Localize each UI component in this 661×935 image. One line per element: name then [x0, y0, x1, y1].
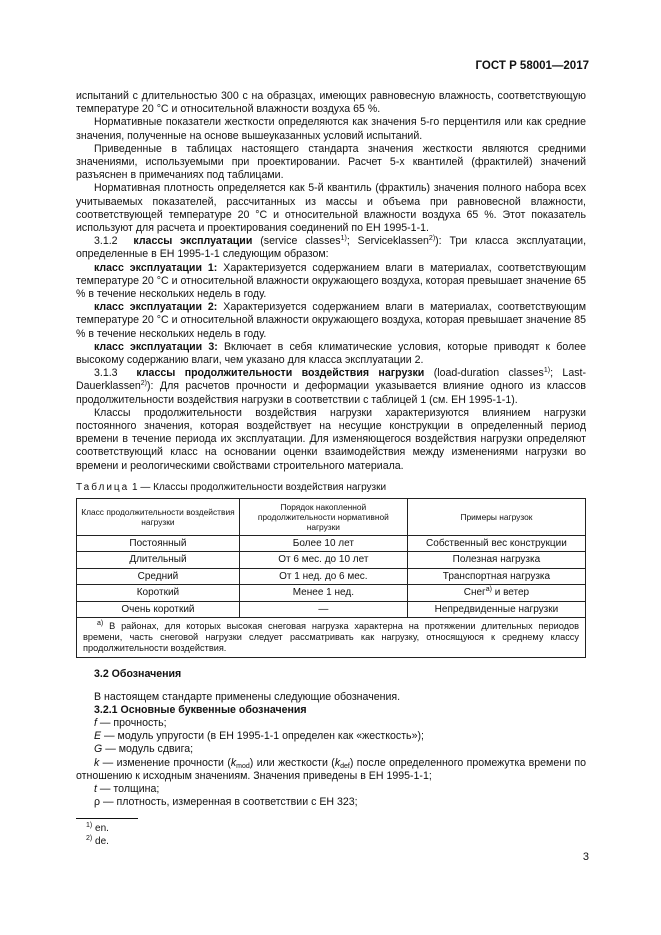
footnote-ref: 1)	[340, 235, 347, 243]
table-cell: Менее 1 нед.	[239, 585, 407, 602]
table-cell: Длительный	[77, 552, 240, 569]
standard-header: ГОСТ Р 58001—2017	[475, 60, 589, 72]
table-caption-label: Таблица	[76, 481, 130, 493]
symbol: t	[94, 783, 97, 796]
symbol-text: — плотность, измеренная в соответствии с ЕН 323;	[100, 796, 358, 809]
clause-text: ; Last-Dauerklassen	[76, 367, 586, 393]
symbol-G	[76, 743, 586, 756]
footnote-mark: 1)	[86, 822, 93, 829]
table-cell: Транспортная нагрузка	[407, 568, 585, 585]
symbol: G	[94, 743, 103, 756]
symbol-f	[76, 717, 586, 730]
clause-text: ): Для расчетов прочности и деформации указывается влияние одного из классов продолжительности воздействия нагрузки в соответствии с таблицей 1 (см. ЕН 1995-1-1).	[76, 380, 586, 406]
table-cell: Непредвиденные нагрузки	[407, 601, 585, 618]
header-examples: Примеры нагрузок	[407, 498, 585, 535]
symbol-rho	[76, 796, 586, 809]
table-cell: Короткий	[77, 585, 240, 602]
table-row	[77, 585, 586, 602]
paragraph-continued: испытаний с длительностью 300 с на образцах, имеющих равновесную влажность, соответствующую температуре 20 °C и относительной влажности воздуха 65 %.	[76, 90, 586, 116]
table-caption-text: 1 — Классы продолжительности воздействия нагрузки	[129, 481, 387, 493]
symbol-text: — модуль упругости (в ЕН 1995-1-1 определен как «жесткость»);	[101, 730, 424, 743]
clause-term: классы продолжительности воздействия нагрузки	[136, 367, 425, 380]
table-cell: Очень короткий	[77, 601, 240, 618]
footnote-2	[86, 836, 109, 848]
footnote-ref: 2)	[140, 380, 148, 388]
snow-text-rest: и ветер	[491, 587, 530, 599]
footnote-ref: 2)	[428, 235, 436, 243]
symbol: k	[334, 756, 341, 769]
page-body	[76, 90, 586, 809]
section-title: 3.2 Обозначения	[94, 668, 182, 681]
subsection-title: 3.2.1 Основные буквенные обозначения	[94, 703, 307, 716]
symbol-text: — модуль сдвига;	[102, 743, 194, 756]
load-duration-table	[76, 498, 586, 659]
footnote-divider	[76, 818, 138, 819]
note-mark: а)	[97, 620, 104, 628]
clause-text: (load-duration classes	[424, 367, 544, 380]
header-class: Класс продолжительности воздействия нагрузки	[77, 498, 240, 535]
subscript: mod	[236, 762, 250, 770]
clause-number: 3.1.2	[94, 235, 118, 248]
footnote-text: en.	[92, 823, 109, 834]
footnote-text: de.	[92, 836, 109, 847]
snow-text: Снег	[463, 587, 486, 599]
table-note	[77, 618, 586, 658]
subscript: def	[340, 762, 350, 770]
service-class-text: Характеризуется содержанием влаги в материалах, соответствующим температуре 20 °C и относительной влажности окружающего воздуха, которая превышает значение 85 % в течение нескольких недель в году.	[76, 301, 586, 340]
table-cell: Средний	[77, 568, 240, 585]
clause-text: ; Serviceklassen	[346, 235, 429, 248]
paragraph-density: Нормативная плотность определяется как 5-й квантиль (фрактиль) значения полного набора всех учитываемых показателей, рассчитанных из массы и объема при равновесной влажности, соответствующей температуре 20 °C и относительной влажности воздуха 65 %. Этот показатель используют для расчета и проектирования соединений по ЕН 1995-1-1.	[76, 182, 586, 235]
symbol-text: ) после определенного промежутка времени по отношению к исходным значениям. Значения приведены в ЕН 1995-1-1;	[76, 756, 586, 782]
symbol-k	[76, 757, 586, 783]
table-cell: От 1 нед. до 6 мес.	[239, 568, 407, 585]
table-note-row	[77, 618, 586, 658]
symbol-text: — изменение прочности (	[99, 756, 231, 769]
table-cell: Полезная нагрузка	[407, 552, 585, 569]
symbol-E	[76, 730, 586, 743]
symbol: k	[94, 756, 100, 769]
footnote-mark: 2)	[86, 835, 93, 842]
paragraph-load-duration: Классы продолжительности воздействия нагрузки характеризуются влиянием нагрузки постоянного значения, которая воздействует на несущие конструкции в определенный период времени в течение периода их эксплуатации. Для изменяющегося воздействия нагрузки определяют соответствующий класс на основании оценки взаимодействия между изменениями нагрузки во времени и реологическими свойствами строительного материала.	[76, 406, 586, 472]
service-class-label: класс эксплуатации 1:	[94, 261, 218, 274]
table-row	[77, 552, 586, 569]
clause-3-1-3	[76, 367, 586, 407]
footnote-ref: 1)	[543, 367, 551, 375]
table-cell: —	[239, 601, 407, 618]
service-class-text: Характеризуется содержанием влаги в материалах, соответствующим температуре 20 °C и относительной влажности окружающего воздуха, которая превышает значение 65 % в течение нескольких недель в году.	[76, 261, 586, 301]
table-row	[77, 568, 586, 585]
table-cell: Более 10 лет	[239, 535, 407, 552]
service-class-label: класс эксплуатации 3:	[94, 340, 218, 353]
service-class-label: класс эксплуатации 2:	[94, 301, 218, 314]
service-class-1	[76, 262, 586, 302]
symbol: ρ	[94, 796, 101, 809]
table-cell: Собственный вес конструкции	[407, 535, 585, 552]
service-class-3	[76, 341, 586, 367]
table-cell-snow	[407, 585, 585, 602]
page-number: 3	[582, 851, 589, 863]
footnote-1	[86, 823, 109, 835]
service-class-text: Включает в себя климатические условия, которые приводят к более высокому содержанию влаги, чем указано для класса эксплуатации 2.	[76, 340, 586, 367]
note-ref: а)	[485, 586, 492, 594]
clause-text: (service classes	[252, 235, 341, 248]
header-duration: Порядок накопленной продолжительности нормативной нагрузки	[239, 498, 407, 535]
service-class-2	[76, 301, 586, 341]
symbol: E	[94, 730, 102, 743]
table-cell: Постоянный	[77, 535, 240, 552]
table-row	[77, 601, 586, 618]
table-caption	[76, 482, 586, 494]
clause-number: 3.1.3	[94, 367, 118, 380]
note-text: В районах, для которых высокая снеговая нагрузка характерна на протяжении длительных периодов времени, часть снеговой нагрузки следует рассматривать как нагрузку, относящуюся к среднему классу продолжительности воздействия.	[83, 621, 579, 654]
section-intro: В настоящем стандарте применены следующие обозначения.	[94, 690, 401, 703]
table-row	[77, 535, 586, 552]
symbol-text: ) или жесткости (	[249, 756, 335, 769]
symbol-text: — прочность;	[96, 717, 167, 729]
symbol-t	[76, 783, 586, 796]
symbol-text: — толщина;	[96, 783, 160, 796]
symbol: k	[230, 756, 237, 769]
clause-text: ): Три класса эксплуатации, определенные в ЕН 1995-1-1 следующим образом:	[76, 235, 587, 261]
table-cell: От 6 мес. до 10 лет	[239, 552, 407, 569]
paragraph-mean-values: Приведенные в таблицах настоящего стандарта значения жесткости являются средними значениями, используемыми при проектировании. Расчет 5-х квантилей (фрактилей) значений разъяснен в примечаниях под таблицами.	[76, 142, 586, 182]
paragraph-stiffness: Нормативные показатели жесткости определяются как значения 5-го перцентиля или как средние значения, полученные на основе вышеуказанных условий испытаний.	[76, 116, 586, 142]
table-header-row	[77, 498, 586, 535]
symbol: f	[94, 717, 97, 729]
clause-3-1-2	[76, 235, 586, 261]
clause-term: классы эксплуатации	[133, 235, 253, 248]
